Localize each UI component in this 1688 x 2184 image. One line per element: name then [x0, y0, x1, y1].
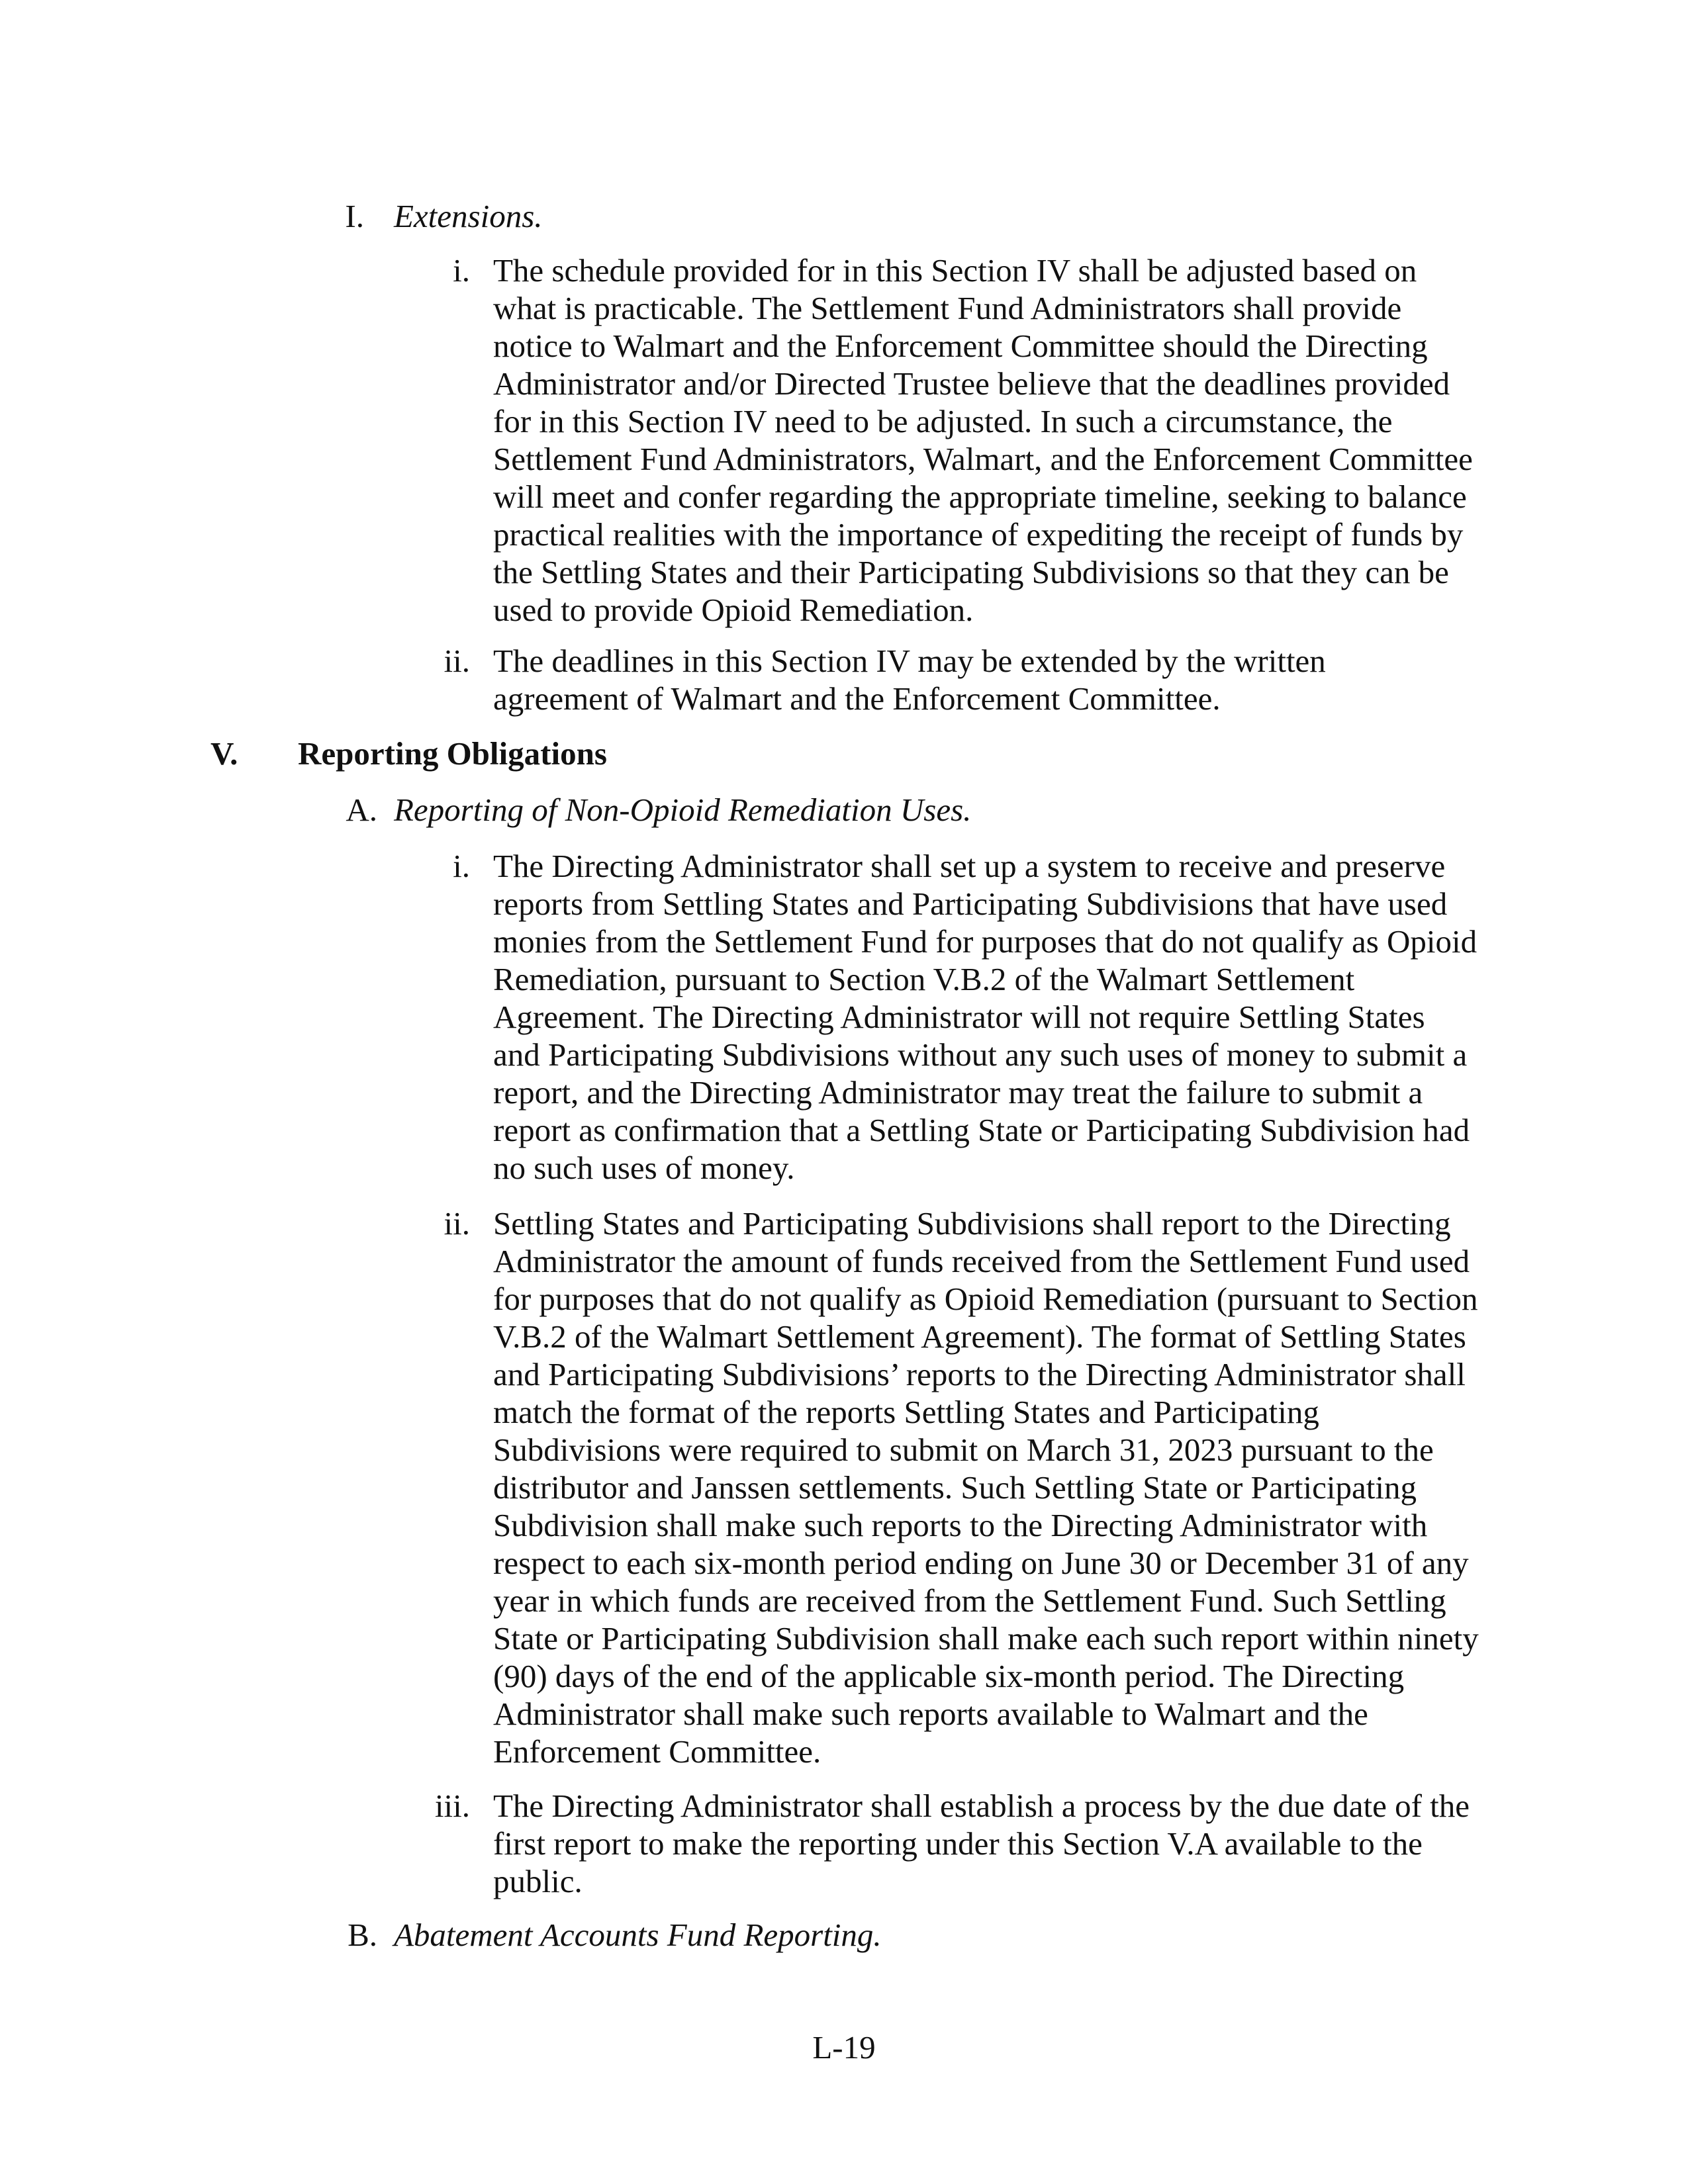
subsection-B-marker: B.: [348, 1917, 377, 1953]
subsection-A-heading: Reporting of Non-Opioid Remediation Uses.: [394, 792, 972, 828]
section-I-marker: I.: [345, 198, 364, 234]
item-marker: ii.: [444, 643, 470, 679]
item-marker: i.: [453, 252, 470, 289]
section-V-heading-row: [0, 735, 1688, 774]
item-marker: i.: [453, 848, 470, 884]
item-text: The Directing Administrator shall set up a system to receive and preserve reports from Settling States and Participating Subdivisions that have used monies from the Settlement Fund for purposes that do not qualify as Opioid Remediation, pursuant to Section V.B.2 of the Walmart Settlement Agreement. The Directing Administrator will not require Settling States and Participating Subdivisions without any such uses of money to submit a report, and the Directing Administrator may treat the failure to submit a report as confirmation that a Settling State or Participating Subdivision had no such uses of money.: [493, 848, 1477, 1186]
section-I-heading-row: [0, 197, 1688, 237]
subsection-B-heading-row: [0, 1916, 1688, 1956]
item-text: The deadlines in this Section IV may be extended by the written agreement of Walmart and the Enforcement Committee.: [493, 643, 1326, 717]
page-number: L-19: [812, 2029, 876, 2066]
subsection-B-heading: Abatement Accounts Fund Reporting.: [394, 1917, 882, 1953]
item-text: Settling States and Participating Subdivisions shall report to the Directing Administrator the amount of funds received from the Settlement Fund used for purposes that do not qualify as Opioid Remediation (pursuant to Section V.B.2 of the Walmart Settlement Agreement). The format of Settling States and Participating Subdivisions’ reports to the Directing Administrator shall match the format of the reports Settling States and Participating Subdivisions were required to submit on March 31, 2023 pursuant to the distributor and Janssen settlements. Such Settling State or Participating Subdivision shall make such reports to the Directing Administrator with respect to each six-month period ending on June 30 or December 31 of any year in which funds are received from the Settlement Fund. Such Settling State or Participating Subdivision shall make each such report within ninety (90) days of the end of the applicable six-month period. The Directing Administrator shall make such reports available to Walmart and the Enforcement Committee.: [493, 1205, 1479, 1770]
section-V-heading: Reporting Obligations: [298, 735, 607, 772]
item-text: The Directing Administrator shall establish a process by the due date of the first report to make the reporting under this Section V.A available to the public.: [493, 1788, 1470, 1899]
item-text: The schedule provided for in this Section IV shall be adjusted based on what is practicable. The Settlement Fund Administrators shall provide notice to Walmart and the Enforcement Committee should the Directing Administrator and/or Directed Trustee believe that the deadlines provided for in this Section IV need to be adjusted. In such a circumstance, the Settlement Fund Administrators, Walmart, and the Enforcement Committee will meet and confer regarding the appropriate timeline, seeking to balance practical realities with the importance of expediting the receipt of funds by the Settling States and their Participating Subdivisions so that they can be used to provide Opioid Remediation.: [493, 252, 1473, 628]
item-marker: iii.: [434, 1788, 470, 1824]
item-marker: ii.: [444, 1205, 470, 1242]
section-V-marker: V.: [211, 735, 238, 772]
subsection-A-marker: A.: [346, 792, 377, 828]
subsection-A-heading-row: [0, 791, 1688, 831]
section-I-heading: Extensions.: [394, 198, 543, 234]
